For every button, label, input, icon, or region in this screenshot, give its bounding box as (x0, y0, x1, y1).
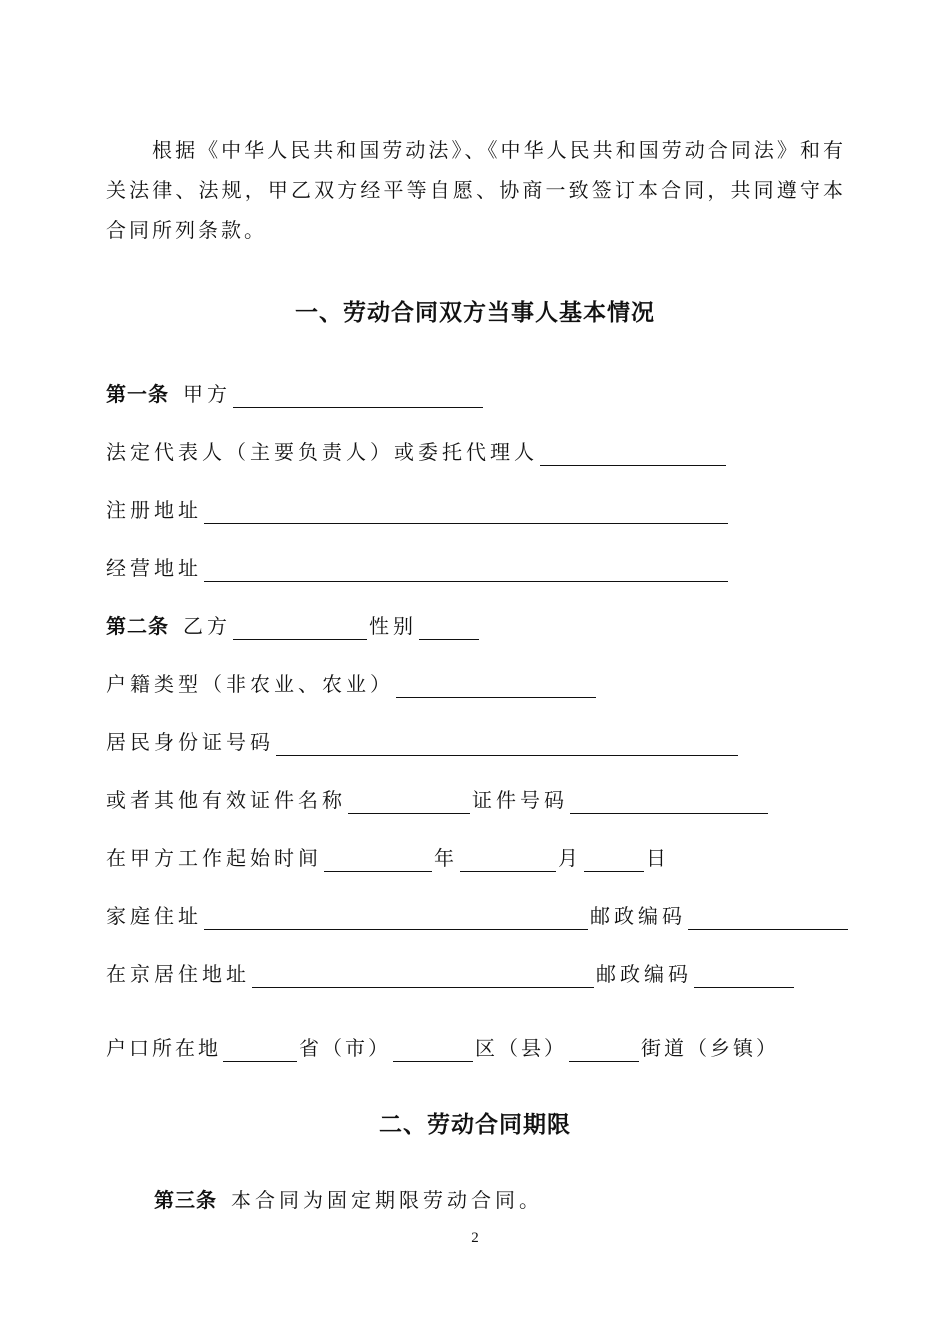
hukou-district-field[interactable] (393, 1039, 473, 1062)
beijing-postal-label: 邮政编码 (596, 962, 692, 986)
start-month-field[interactable] (460, 849, 556, 872)
page-number: 2 (471, 1230, 479, 1246)
district-label: 区（县） (475, 1036, 567, 1060)
household-type-field[interactable] (396, 675, 596, 698)
home-address-label: 家庭住址 (106, 904, 202, 928)
year-label: 年 (434, 846, 458, 870)
party-b-label: 乙方 (183, 614, 231, 638)
other-id-number-field[interactable] (570, 791, 768, 814)
biz-address-field[interactable] (204, 559, 728, 582)
gender-field[interactable] (419, 617, 479, 640)
beijing-postal-field[interactable] (694, 965, 794, 988)
article-3-line (154, 1186, 543, 1214)
legal-rep-label: 法定代表人（主要负责人）或委托代理人 (106, 440, 538, 464)
hukou-province-field[interactable] (223, 1039, 297, 1062)
id-number-line (106, 728, 740, 756)
home-postal-field[interactable] (688, 907, 848, 930)
other-id-number-label: 证件号码 (472, 788, 568, 812)
home-postal-label: 邮政编码 (590, 904, 686, 928)
id-number-field[interactable] (276, 733, 738, 756)
hukou-label: 户口所在地 (106, 1036, 221, 1060)
id-number-label: 居民身份证号码 (106, 730, 274, 754)
intro-paragraph: 根据《中华人民共和国劳动法》、《中华人民共和国劳动合同法》和有关法律、法规，甲乙双方经平等自愿、协商一致签订本合同，共同遵守本合同所列条款。 (106, 138, 846, 242)
legal-rep-line (106, 438, 728, 466)
biz-address-label: 经营地址 (106, 556, 202, 580)
day-label: 日 (646, 846, 670, 870)
party-a-label: 甲方 (183, 382, 231, 406)
legal-rep-field[interactable] (540, 443, 726, 466)
other-id-line (106, 786, 770, 814)
other-id-name-field[interactable] (348, 791, 470, 814)
start-time-line (106, 844, 670, 872)
beijing-address-field[interactable] (252, 965, 594, 988)
month-label: 月 (558, 846, 582, 870)
party-a-field[interactable] (233, 385, 483, 408)
beijing-address-line (106, 960, 796, 988)
reg-address-line (106, 496, 730, 524)
article-3-text: 本合同为固定期限劳动合同。 (231, 1188, 543, 1212)
start-time-label: 在甲方工作起始时间 (106, 846, 322, 870)
reg-address-field[interactable] (204, 501, 728, 524)
section-1-heading: 一、劳动合同双方当事人基本情况 (295, 300, 655, 326)
section-2-heading: 二、劳动合同期限 (379, 1112, 571, 1138)
home-address-field[interactable] (204, 907, 588, 930)
home-address-line (106, 902, 850, 930)
province-label: 省（市） (299, 1036, 391, 1060)
article-1-line (106, 380, 485, 408)
reg-address-label: 注册地址 (106, 498, 202, 522)
article-1-label: 第一条 (106, 382, 169, 406)
article-2-label: 第二条 (106, 614, 169, 638)
biz-address-line (106, 554, 730, 582)
article-2-line (106, 612, 481, 640)
other-id-name-label: 或者其他有效证件名称 (106, 788, 346, 812)
party-b-field[interactable] (233, 617, 367, 640)
hukou-street-field[interactable] (569, 1039, 639, 1062)
article-3-label: 第三条 (154, 1188, 217, 1212)
start-day-field[interactable] (584, 849, 644, 872)
household-type-label: 户籍类型（非农业、农业） (106, 672, 394, 696)
street-label: 街道（乡镇） (641, 1036, 779, 1060)
household-type-line (106, 670, 598, 698)
start-year-field[interactable] (324, 849, 432, 872)
hukou-line (106, 1034, 779, 1062)
gender-label: 性别 (369, 614, 417, 638)
beijing-address-label: 在京居住地址 (106, 962, 250, 986)
